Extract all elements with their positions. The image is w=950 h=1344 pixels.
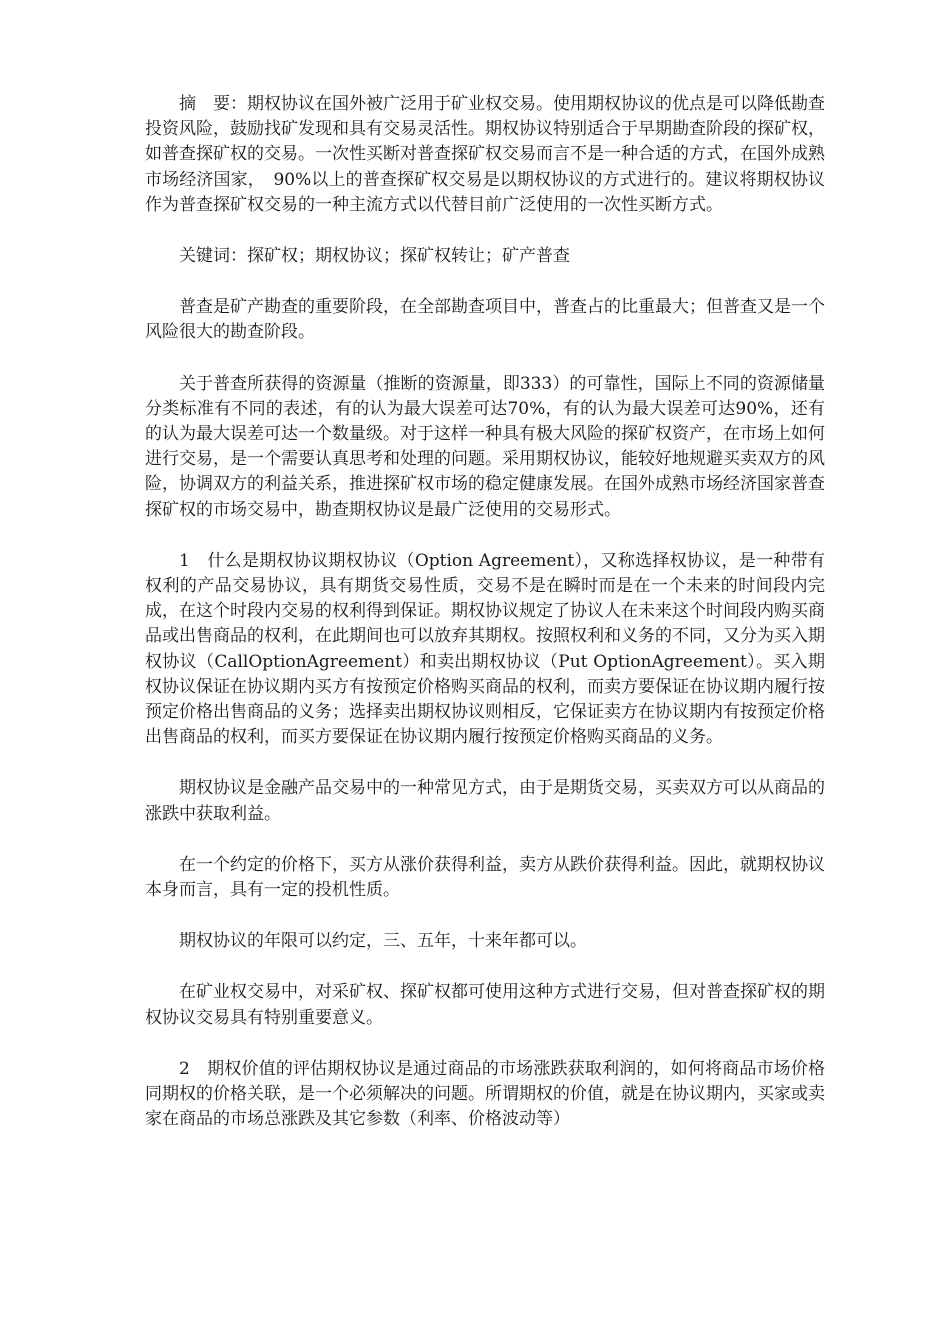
body-paragraph: 普查是矿产勘查的重要阶段，在全部勘查项目中，普查占的比重最大；但普查又是一个风险很大的勘查阶段。 xyxy=(145,297,825,343)
keywords-paragraph: 关键词：探矿权；期权协议；探矿权转让；矿产普查 xyxy=(179,246,570,267)
section-2-paragraph: 2 期权价值的评估期权协议是通过商品的市场涨跌获取利润的，如何将商品市场价格同期权的价格关联，是一个必须解决的问题。所谓期权的价值，就是在协议期内，买家或卖家在商品的市场总涨跌及其它参数（利率、价格波动等） xyxy=(145,1058,825,1130)
section-1-paragraph: 1 什么是期权协议期权协议（Option Agreement），又称选择权协议，是一种带有权利的产品交易协议，具有期货交易性质，交易不是在瞬时而是在一个未来的时间段内完成，在这个时段内交易的权利得到保证。期权协议规定了协议人在未来这个时间段内购买商品或出售商品的权利，在此期间也可以放弃其期权。按照权利和义务的不同，又分为买入期权协议（CallOptionAgreement）和卖出期权协议（Put OptionAgreement）。买入期权协议保证在协议期内买方有按预定价格购买商品的权利，而卖方要保证在协议期内履行按预定价格出售商品的义务；选择卖出期权协议则相反，它保证卖方在协议期内有按预定价格出售商品的权利，而买方要保证在协议期内履行按预定价格购买商品的义务。 xyxy=(145,550,825,748)
body-paragraph: 关于普查所获得的资源量（推断的资源量，即333）的可靠性，国际上不同的资源储量分类标准有不同的表述，有的认为最大误差可达70%，有的认为最大误差可达90%，还有的认为最大误差可达一个数量级。对于这样一种具有极大风险的探矿权资产，在市场上如何进行交易，是一个需要认真思考和处理的问题。采用期权协议，能较好地规避买卖双方的风险，协调双方的利益关系，推进探矿权市场的稳定健康发展。在国外成熟市场经济国家普查探矿权的市场交易中，勘查期权协议是最广泛使用的交易形式。 xyxy=(145,373,825,520)
body-paragraph: 期权协议是金融产品交易中的一种常见方式，由于是期货交易，买卖双方可以从商品的涨跌中获取利益。 xyxy=(145,778,825,824)
document-body xyxy=(145,92,825,1159)
abstract-paragraph: 摘 要：期权协议在国外被广泛用于矿业权交易。使用期权协议的优点是可以降低勘查投资风险，鼓励找矿发现和具有交易灵活性。期权协议特别适合于早期勘查阶段的探矿权，如普查探矿权的交易。一次性买断对普查探矿权交易而言不是一种合适的方式，在国外成熟市场经济国家， 90%以上的普查探矿权交易是以期权协议的方式进行的。建议将期权协议作为普查探矿权交易的一种主流方式以代替目前广泛使用的一次性买断方式。 xyxy=(145,94,825,215)
body-paragraph: 在一个约定的价格下，买方从涨价获得利益，卖方从跌价获得利益。因此，就期权协议本身而言，具有一定的投机性质。 xyxy=(145,854,825,901)
body-paragraph: 期权协议的年限可以约定，三、五年，十来年都可以。 xyxy=(179,931,587,952)
body-paragraph: 在矿业权交易中，对采矿权、探矿权都可使用这种方式进行交易，但对普查探矿权的期权协议交易具有特别重要意义。 xyxy=(145,982,825,1028)
